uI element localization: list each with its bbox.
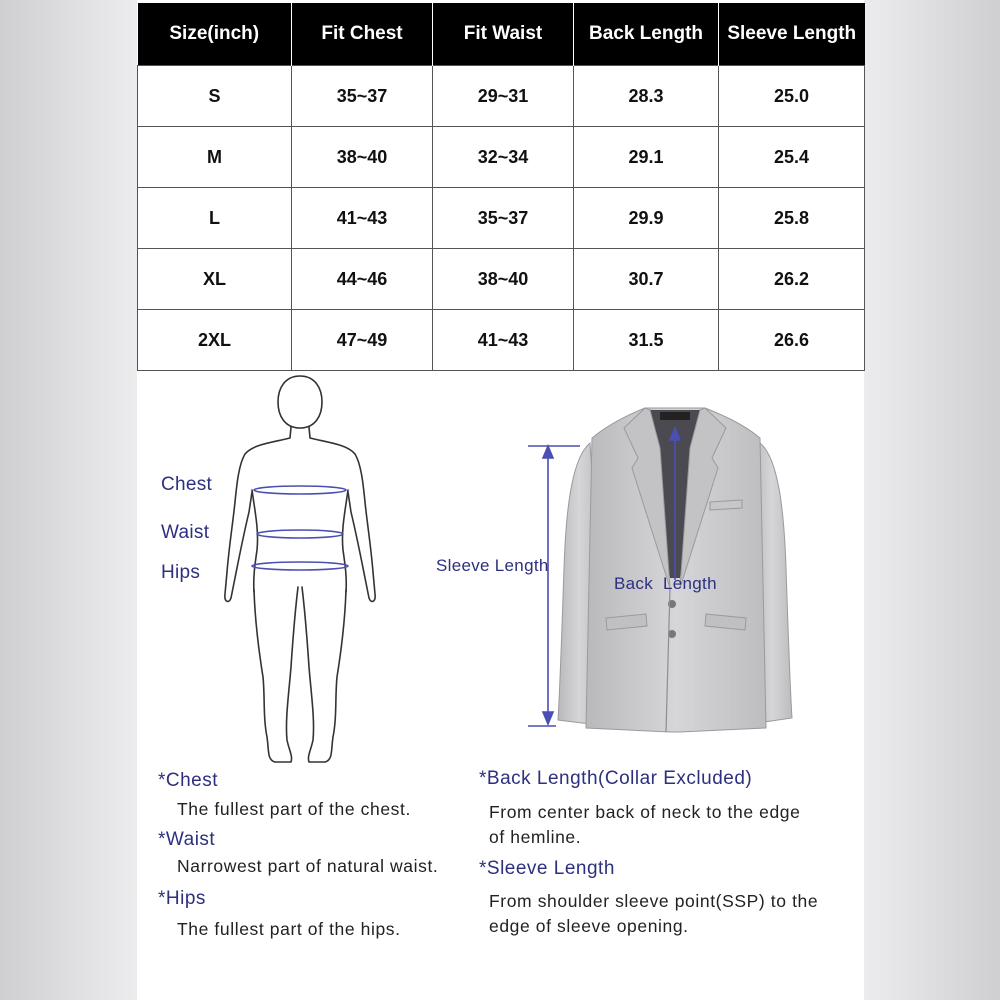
- sleeve-length-definition-line2: edge of sleeve opening.: [489, 916, 689, 936]
- header-sleeve-length: Sleeve Length: [719, 3, 865, 66]
- table-cell: 35~37: [292, 66, 433, 127]
- back-length-label: Back Length: [614, 574, 717, 593]
- hips-definition-text: The fullest part of the hips.: [177, 919, 401, 939]
- chest-label: Chest: [161, 474, 213, 495]
- table-row: [138, 249, 865, 310]
- table-cell: 38~40: [433, 249, 574, 310]
- sleeve-length-definition-title: *Sleeve Length: [479, 858, 615, 879]
- jacket-illustration: [520, 388, 820, 743]
- table-cell: 26.2: [719, 249, 865, 310]
- table-row: [138, 127, 865, 188]
- back-length-definition-title: *Back Length(Collar Excluded): [479, 768, 753, 789]
- hips-definition-title: *Hips: [158, 888, 206, 909]
- table-cell: 29~31: [433, 66, 574, 127]
- chest-definition-title: *Chest: [158, 770, 219, 791]
- table-cell: L: [138, 188, 292, 249]
- sleeve-length-definition-line1: From shoulder sleeve point(SSP) to the: [489, 891, 819, 911]
- body-outline-figure: [215, 372, 385, 772]
- waist-definition-title: *Waist: [158, 829, 216, 850]
- waist-definition-text: Narrowest part of natural waist.: [177, 856, 439, 876]
- header-fit-waist: Fit Waist: [433, 3, 574, 66]
- chest-definition-text: The fullest part of the chest.: [177, 799, 411, 819]
- table-cell: 25.4: [719, 127, 865, 188]
- table-cell: 44~46: [292, 249, 433, 310]
- table-cell: M: [138, 127, 292, 188]
- table-cell: 29.1: [574, 127, 719, 188]
- table-cell: XL: [138, 249, 292, 310]
- header-back-length: Back Length: [574, 3, 719, 66]
- hips-label: Hips: [161, 562, 201, 583]
- table-cell: 28.3: [574, 66, 719, 127]
- table-cell: 25.8: [719, 188, 865, 249]
- table-cell: 25.0: [719, 66, 865, 127]
- table-cell: 35~37: [433, 188, 574, 249]
- table-cell: 41~43: [433, 310, 574, 371]
- back-length-definition-line1: From center back of neck to the edge: [489, 802, 801, 822]
- back-length-definition-line2: of hemline.: [489, 827, 582, 847]
- table-row: [138, 66, 865, 127]
- header-size: Size(inch): [138, 3, 292, 66]
- table-cell: 31.5: [574, 310, 719, 371]
- table-cell: S: [138, 66, 292, 127]
- waist-label: Waist: [161, 522, 210, 543]
- table-cell: 30.7: [574, 249, 719, 310]
- table-row: [138, 188, 865, 249]
- table-cell: 41~43: [292, 188, 433, 249]
- table-header-row: [138, 3, 865, 66]
- table-cell: 47~49: [292, 310, 433, 371]
- table-cell: 26.6: [719, 310, 865, 371]
- size-table: [137, 3, 865, 371]
- table-row: [138, 310, 865, 371]
- table-cell: 29.9: [574, 188, 719, 249]
- sleeve-length-label: Sleeve Length: [436, 556, 549, 575]
- table-cell: 38~40: [292, 127, 433, 188]
- header-fit-chest: Fit Chest: [292, 3, 433, 66]
- table-cell: 32~34: [433, 127, 574, 188]
- table-cell: 2XL: [138, 310, 292, 371]
